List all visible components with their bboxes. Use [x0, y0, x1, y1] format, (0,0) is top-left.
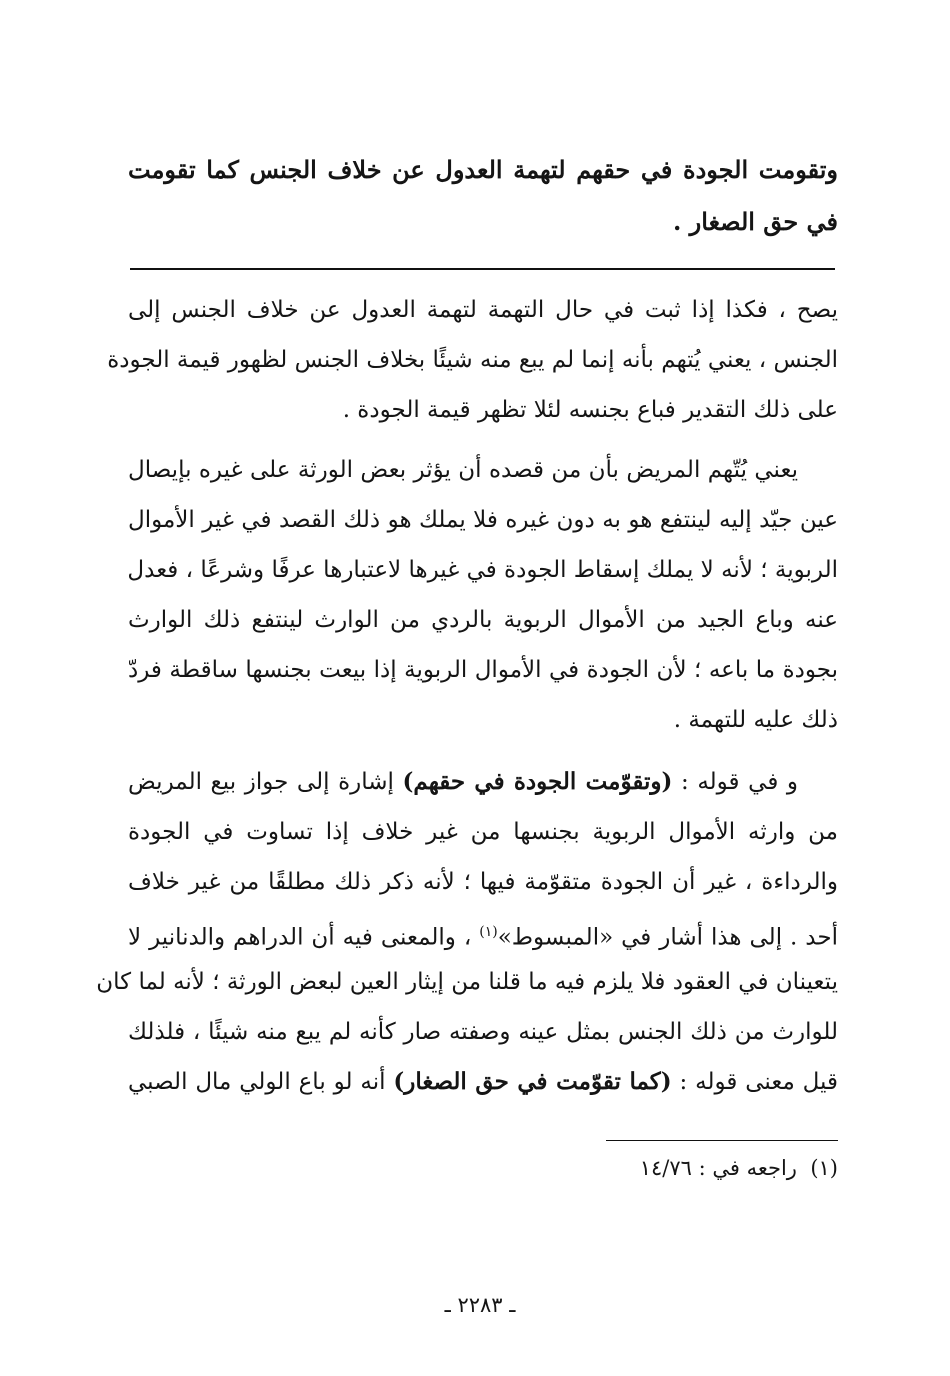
page-number: ـ ٢٢٨٣ ـ — [444, 1293, 516, 1317]
para3-line-2: من وارثه الأموال الربوية بجنسها من غير خلاف إذا تساوت في الجودة — [128, 819, 838, 845]
para1-line-2: الجنس ، يعني يُتهم بأنه إنما لم يبع منه شيئًا بخلاف الجنس لظهور قيمة الجودة — [107, 347, 838, 373]
para3-line-4-post: ، والمعنى فيه أن الدراهم والدنانير لا — [128, 924, 480, 951]
para1-line-1: يصح ، فكذا إذا ثبت في حال التهمة لتهمة العدول عن خلاف الجنس إلى — [128, 297, 838, 323]
footnote-number: (١) — [810, 1156, 838, 1180]
para2-line-2: عين جيّد إليه لينتفع هو به دون غيره فلا يملك هو ذلك القصد في غير الأموال — [128, 507, 838, 533]
footnote-ref: (١) — [479, 924, 498, 940]
para3-line-1 — [128, 762, 798, 802]
para3-line-7 — [128, 1062, 838, 1102]
para3-line-7-post: أنه لو باع الولي مال الصبي — [128, 1069, 394, 1095]
para3-line-1-pre: و في قوله : — [672, 769, 799, 795]
matn-line-2: في حق الصغار . — [672, 207, 838, 236]
para3-line-7-pre: قيل معنى قوله : — [671, 1069, 838, 1095]
para3-line-4-pre: أحد . إلى هذا أشار في «المبسوط» — [497, 924, 838, 951]
para3-line-5: يتعينان في العقود فلا يلزم فيه ما قلنا من إيثار العين لبعض الورثة ؛ لأنه لما كان — [96, 969, 838, 995]
footnote-separator — [606, 1140, 838, 1141]
para1-line-3: على ذلك التقدير فباع بجنسه لئلا تظهر قيمة الجودة . — [342, 397, 838, 423]
quote-matn-2: (كما تقوّمت في حق الصغار) — [393, 1068, 672, 1095]
quote-matn-1: (وتقوّمت الجودة في حقهم) — [402, 768, 673, 795]
para3-line-3: والرداءة ، غير أن الجودة متقوّمة فيها ؛ لأنه ذكر ذلك مطلقًا من غير خلاف — [128, 869, 838, 895]
para2-line-3: الربوية ؛ لأنه لا يملك إسقاط الجودة في غيرها لاعتبارها عرفًا وشرعًا ، فعدل — [127, 557, 838, 583]
footnote-text: راجعه في : ١٤/٧٦ — [639, 1156, 797, 1180]
para3-line-6: للوارث من ذلك الجنس بمثل عينه وصفته صار كأنه لم يبع منه شيئًا ، فلذلك — [128, 1019, 838, 1045]
para2-line-4: عنه وباع الجيد من الأموال الربوية بالردي من الوارث لينتفع ذلك الوارث — [128, 607, 838, 633]
para3-line-4 — [128, 912, 838, 958]
para2-line-1: يعني يُتّهم المريض بأن من قصده أن يؤثر بعض الورثة على غيره بإيصال — [128, 457, 798, 483]
footnote — [640, 1150, 838, 1186]
para2-line-5: بجودة ما باعه ؛ لأن الجودة في الأموال الربوية إذا بيعت بجنسها ساقطة فردّ — [128, 657, 838, 683]
para3-line-1-post: إشارة إلى جواز بيع المريض — [128, 769, 403, 795]
matn-separator — [130, 268, 835, 270]
para2-line-6: ذلك عليه للتهمة . — [673, 707, 838, 733]
matn-line-1: وتقومت الجودة في حقهم لتهمة العدول عن خلاف الجنس كما تقومت — [128, 155, 839, 184]
